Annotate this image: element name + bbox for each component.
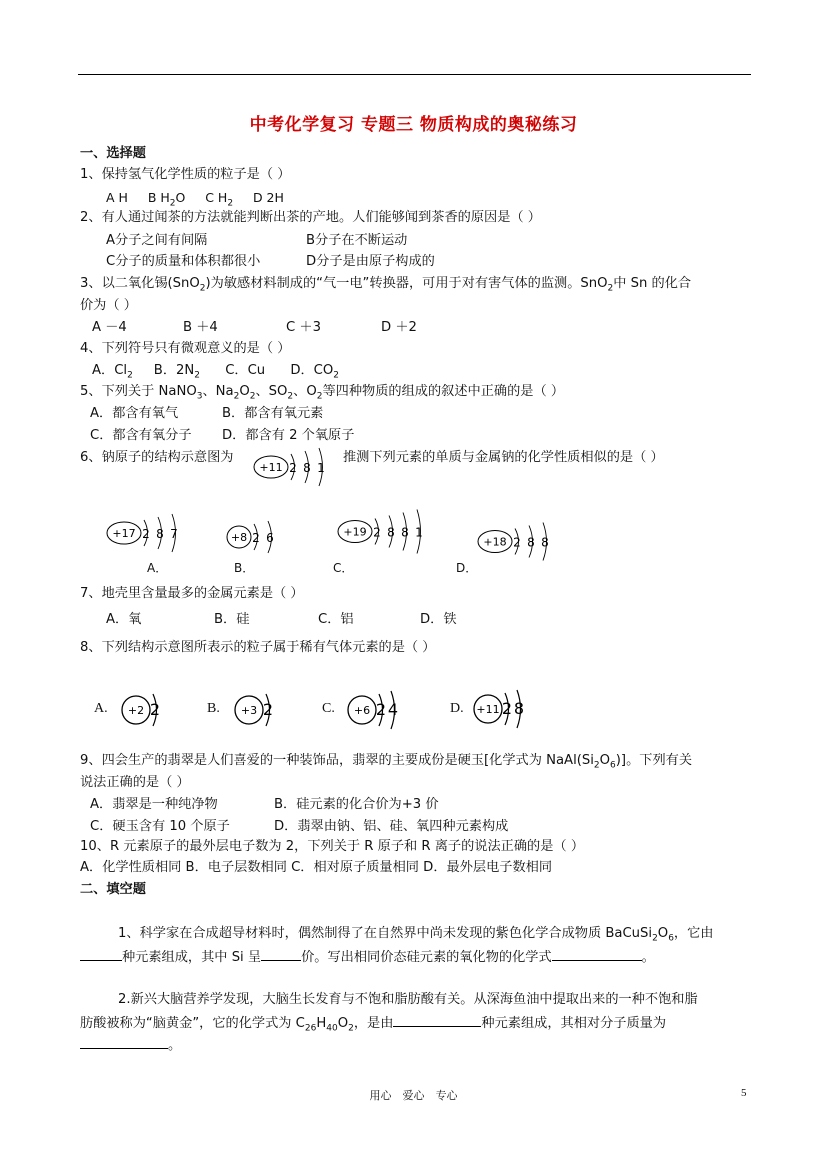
option-a: A －4 — [92, 320, 127, 335]
option-d: D 2H — [252, 190, 284, 205]
atom-diagram-8b — [233, 688, 293, 732]
option-b: B．都含有氧元素 — [222, 406, 324, 421]
option-c: C．硬玉含有 10 个原子 — [90, 819, 230, 834]
page-title: 中考化学复习 专题三 物质构成的奥秘练习 — [249, 115, 578, 135]
question-8: 8、下列结构示意图所表示的粒子属于稀有气体元素的是（ ） — [80, 640, 436, 655]
question-5: 5、下列关于 NaNO$_3$、$Na_2O_2$、$SO_2$、$O_2$等四种物质的组成的叙述中正确的是（ ） — [80, 384, 565, 402]
section-heading-fill: 二、填空题 — [80, 882, 146, 897]
electron-count: 2 — [142, 527, 150, 541]
answer-blank[interactable] — [393, 1013, 481, 1027]
nucleus-charge: +17 — [112, 527, 136, 540]
label-b: B. — [207, 701, 220, 716]
option-b: B．硅 — [214, 612, 250, 627]
electron-count: 1 — [317, 461, 325, 475]
nucleus-charge: +2 — [127, 704, 145, 717]
nucleus-charge: +8 — [230, 531, 248, 544]
page-footer: 用心 爱心 专心 — [369, 1089, 458, 1102]
option-c: C．铝 — [318, 612, 354, 627]
atom-diagram-8c — [346, 688, 421, 732]
answer-blank[interactable] — [80, 1035, 168, 1049]
label-c: C． — [333, 561, 354, 575]
sodium-atom-diagram — [252, 447, 342, 487]
electron-count: 8 — [541, 535, 549, 550]
question-1-options — [106, 189, 284, 207]
nucleus-charge: +19 — [343, 525, 367, 539]
fill-question-1-line2: 种元素组成，其中 Si 呈 价。写出相同价态硅元素的氧化物的化学式 。 — [80, 947, 655, 967]
electron-count: 2 — [262, 700, 274, 719]
electron-count: 8 — [387, 525, 395, 540]
electron-count: 2 — [149, 700, 161, 719]
electron-count: 8 — [513, 699, 525, 718]
electron-count: 7 — [170, 527, 178, 541]
label-a: A． — [147, 561, 168, 575]
option-c: C分子的质量和体积都很小 — [106, 254, 261, 269]
question-2: 2、有人通过闻茶的方法就能判断出茶的产地。人们能够闻到茶香的原因是（ ） — [80, 210, 541, 225]
electron-count: 8 — [156, 527, 164, 541]
atom-diagram-8a — [120, 688, 180, 732]
label-d: D. — [450, 701, 464, 716]
atom-diagram-d — [476, 514, 576, 569]
header-rule — [78, 74, 751, 75]
question-6: 6、钠原子的结构示意图为 — [80, 450, 234, 465]
option-b: B．硅元素的化合价为+3 价 — [274, 797, 439, 812]
option-a: A．$Cl_2$ — [92, 363, 133, 381]
option-c: C．Cu — [225, 363, 266, 378]
atom-diagram-c — [336, 504, 446, 559]
fill-question-1: 1、科学家在合成超导材料时，偶然制得了在自然界中尚未发现的紫色化学合成物质 $BaCuSi_2O_6$，它由 — [118, 926, 714, 944]
question-10: 10、R 元素原子的最外层电子数为 2，下列关于 R 原子和 R 离子的说法正确的是（ ） — [80, 839, 585, 854]
atom-diagram-a — [105, 508, 200, 558]
electron-count: 2 — [501, 699, 513, 718]
option-d: D．都含有 2 个氧原子 — [222, 428, 355, 443]
atom-diagram-b — [225, 512, 295, 562]
nucleus-charge: +18 — [483, 535, 507, 549]
label-b: B． — [234, 561, 255, 575]
option-b: B $H_2O$ — [147, 190, 186, 209]
nucleus-charge: +3 — [240, 704, 258, 717]
electron-count: 2 — [252, 531, 260, 545]
label-d: D． — [456, 561, 478, 575]
option-a: A H — [106, 190, 128, 205]
section-heading-choice: 一、选择题 — [80, 146, 146, 161]
electron-count: 2 — [513, 535, 521, 550]
page-number: 5 — [741, 1087, 747, 1099]
option-a: A．翡翠是一种纯净物 — [90, 797, 218, 812]
question-4: 4、下列符号只有微观意义的是（ ） — [80, 341, 291, 356]
electron-count: 1 — [415, 525, 423, 540]
answer-blank[interactable] — [261, 947, 301, 961]
atom-diagram-8d — [472, 686, 552, 732]
question-10-options: A．化学性质相同 B．电子层数相同 C．相对原子质量相同 D．最外层电子数相同 — [80, 860, 553, 875]
electron-count: 8 — [401, 525, 409, 540]
question-9-line2: 说法正确的是（ ） — [80, 775, 190, 790]
electron-count: 2 — [373, 525, 381, 540]
option-d: D．翡翠由钠、铝、硅、氧四种元素构成 — [274, 819, 509, 834]
label-a: A. — [94, 701, 108, 716]
option-b: B．$2N_2$ — [153, 363, 201, 381]
fill-question-2-line2: 肪酸被称为“脑黄金”，它的化学式为 $C_{26}H_{40}O_2$，是由 种元素组成，其相对分子质量为 — [80, 1013, 666, 1033]
electron-count: 8 — [527, 535, 535, 550]
fill-question-2-line3: 。 — [80, 1035, 181, 1055]
answer-blank[interactable] — [552, 947, 642, 961]
option-a: A．氧 — [106, 612, 142, 627]
electron-count: 2 — [289, 461, 297, 475]
label-c: C. — [322, 701, 335, 716]
option-a: A．都含有氧气 — [90, 406, 179, 421]
electron-count: 6 — [266, 531, 274, 545]
option-d: D分子是由原子构成的 — [306, 254, 435, 269]
question-3: 3、以二氧化锡(SnO$_2$)为敏感材料制成的“气一电”转换器，可用于对有害气体的监测。SnO$_2$中 Sn 的化合 — [80, 276, 692, 294]
option-c: C ＋3 — [286, 320, 321, 335]
option-b: B ＋4 — [183, 320, 218, 335]
answer-blank[interactable] — [80, 947, 122, 961]
option-c: C $H_2$ — [205, 190, 234, 209]
electron-count: 4 — [387, 700, 399, 719]
option-d: D．铁 — [420, 612, 457, 627]
electron-count: 8 — [303, 461, 311, 475]
question-6-cont: 推测下列元素的单质与金属钠的化学性质相似的是（ ） — [343, 450, 664, 465]
option-d: D ＋2 — [381, 320, 417, 335]
option-b: B分子在不断运动 — [306, 233, 408, 248]
option-a: A分子之间有间隔 — [106, 233, 208, 248]
question-1: 1、保持氢气化学性质的粒子是（ ） — [80, 167, 291, 182]
option-d: D．$CO_2$ — [290, 363, 339, 381]
fill-question-2: 2.新兴大脑营养学发现，大脑生长发育与不饱和脂肪酸有关。从深海鱼油中提取出来的一种不饱和脂 — [118, 992, 698, 1007]
option-c: C．都含有氧分子 — [90, 428, 192, 443]
question-4-options — [92, 362, 339, 380]
nucleus-charge: +6 — [353, 704, 371, 717]
electron-count: 2 — [375, 700, 387, 719]
question-9: 9、四会生产的翡翠是人们喜爱的一种装饰品，翡翠的主要成份是硬玉[化学式为 $NaAl(Si_2O_6)$]。下列有关 — [80, 753, 693, 771]
nucleus-charge: +11 — [259, 461, 283, 474]
nucleus-charge: +11 — [476, 703, 500, 716]
question-7: 7、地壳里含量最多的金属元素是（ ） — [80, 586, 304, 601]
question-3-line2: 价为（ ） — [80, 298, 137, 313]
